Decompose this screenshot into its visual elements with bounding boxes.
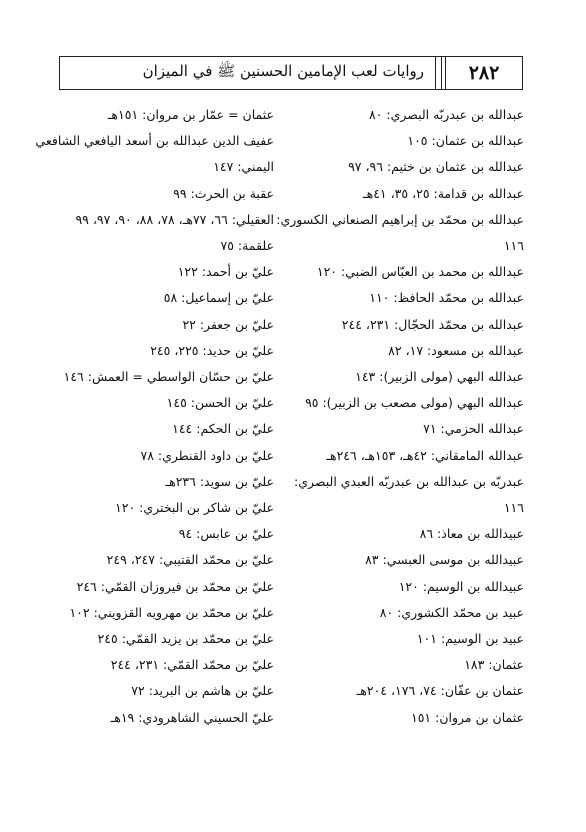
- index-entry: عليّ بن محمّد بن يزيد القمّي: ٢٤٥: [97, 631, 274, 647]
- index-entry: عبيدالله بن الوسيم: ١٢٠: [398, 578, 524, 594]
- index-entry: عليّ بن جعفر: ٢٢: [182, 316, 274, 332]
- index-entry: عليّ بن حسّان الواسطي = العمش: ١٤٦: [63, 369, 274, 385]
- index-entry: عثمان = عمّار بن مروان: ١٥١هـ: [107, 107, 274, 122]
- index-entry: عبدالله بن محمّد الحافظ: ١١٠: [369, 290, 524, 306]
- index-entry: عليّ بن داود القنطري: ٧٨: [140, 447, 274, 463]
- index-entry: عبدربّه بن عبدالله بن عبدربّه العبدي البصري: ١١٦: [294, 473, 524, 516]
- index-entry: عليّ بن عابس: ٩٤: [178, 526, 274, 542]
- index-entry: عبدالله بن مسعود: ١٧، ٨٢: [388, 342, 524, 358]
- index-column-left: [26, 102, 274, 731]
- index-entry: عليّ بن هاشم بن البريد: ٧٢: [131, 683, 274, 699]
- page-number: ٢٨٢: [468, 61, 500, 84]
- index-entry: عليّ بن محمّد بن مهرويه القزويني: ١٠٢: [69, 604, 274, 620]
- index-entry: عقبة بن الحرث: ٩٩: [173, 185, 274, 201]
- index-entry: علقمة: ٧٥: [220, 238, 274, 254]
- header-divider: [441, 57, 443, 89]
- index-entry: عبيدالله بن موسى العبسي: ٨٣: [365, 552, 524, 568]
- index-entry: عليّ بن الحكم: ١٤٤: [172, 421, 274, 437]
- index-entry: عليّ بن محمّد القمّي: ٢٣١، ٢٤٤: [110, 657, 274, 673]
- index-column-right: [276, 102, 524, 731]
- index-entry: عبدالله المامقاني: ٤٢هـ، ١٥٣هـ، ٢٤٦هـ: [326, 447, 524, 463]
- index-entry: عليّ بن محمّد القتيبي: ٢٤٧، ٢٤٩: [106, 552, 274, 568]
- index-entry: عليّ بن أحمد: ١٢٢: [177, 264, 274, 280]
- index-entry: عليّ الحسيني الشاهرودي: ١٩هـ: [110, 709, 274, 725]
- index-entry: عبدالله بن عثمان: ١٠٥: [407, 133, 524, 149]
- index-entry: عفيف الدين عبدالله بن أسعد اليافعي الشافعي اليمني: ١٤٧: [35, 133, 274, 175]
- index-entry: عليّ بن حديد: ٢٢٥، ٢٤٥: [150, 342, 274, 358]
- index-entry: عبدالله بن محمّد بن إبراهيم الصنعاني الكسوري: ١١٦: [276, 211, 524, 254]
- running-title: روايات لعب الإمامين الحسنين ﷺ في الميزان: [142, 61, 424, 80]
- index-entry: عبدالله بن محمّد الحجّال: ٢٣١، ٢٤٤: [341, 316, 524, 332]
- index-entry: عبيدالله بن معاذ: ٨٦: [419, 526, 524, 542]
- index-entry: عليّ بن إسماعيل: ٥٨: [163, 290, 274, 306]
- header-divider: [445, 57, 447, 89]
- index-entry: عبدالله بن عبدربّه البصري: ٨٠: [368, 107, 524, 122]
- index-entry: عبدالله بن قدامة: ٢٥، ٣٥، ٤١هـ: [362, 185, 524, 201]
- index-entry: عبدالله البهي (مولى مصعب بن الزبير): ٩٥: [305, 395, 524, 411]
- index-entry: عثمان بن عفّان: ٧٤، ١٧٦، ٢٠٤هـ: [356, 683, 524, 699]
- index-entry: عبدالله الحزمي: ٧١: [423, 421, 524, 437]
- index-entry: عبدالله بن عثمان بن خثيم: ٩٦، ٩٧: [348, 159, 524, 175]
- index-entry: عليّ بن شاكر بن البختري: ١٢٠: [115, 500, 274, 516]
- index-entry: عثمان: ١٨٣: [464, 657, 524, 673]
- index-entry: عثمان بن مروان: ١٥١: [410, 709, 524, 725]
- index-entry: عبدالله بن محمد بن العبّاس الضبي: ١٢٠: [316, 264, 524, 280]
- index-entry: عبيد بن الوسيم: ١٠١: [416, 631, 524, 647]
- page-header: [59, 56, 523, 90]
- index-entry: عليّ بن محمّد بن فيروزان القمّي: ٢٤٦: [76, 578, 274, 594]
- index-entry: عليّ بن الحسن: ١٤٥: [166, 395, 274, 411]
- index-entry: عبيد بن محمّد الكشوري: ٨٠: [379, 604, 524, 620]
- index-entry: عليّ بن سويد: ٢٣٦هـ: [165, 473, 274, 489]
- index-entry: العقيلي: ٦٦، ٧٧هـ، ٧٨، ٨٨، ٩٠، ٩٧، ٩٩: [75, 211, 274, 227]
- header-divider: [435, 57, 437, 89]
- index-entry: عبدالله البهي (مولى الزبير): ١٤٣: [355, 369, 524, 385]
